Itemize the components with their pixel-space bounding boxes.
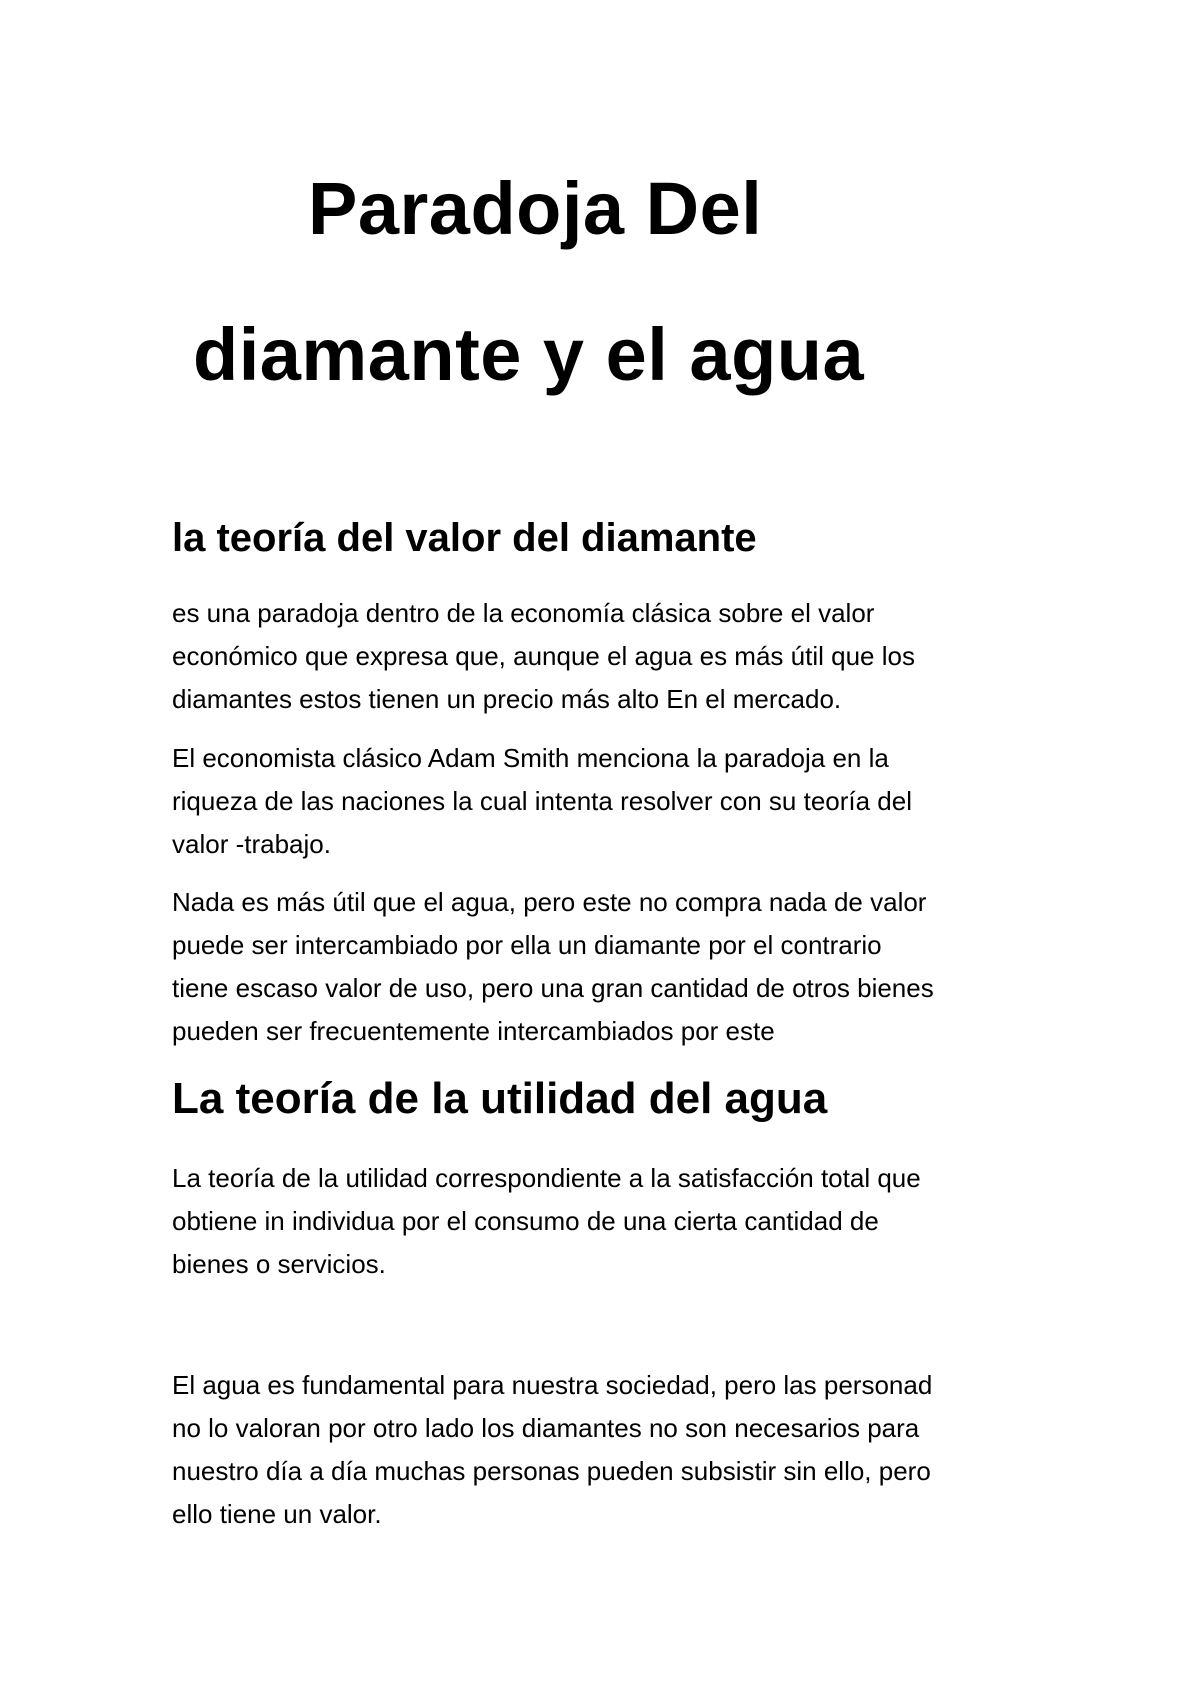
paragraph bbox=[172, 881, 1052, 1053]
paragraph-line: puede ser intercambiado por ella un diamante por el contrario bbox=[172, 930, 882, 960]
document-title-line-1: Paradoja Del bbox=[308, 167, 763, 250]
paragraph-line: ello tiene un valor. bbox=[172, 1499, 382, 1529]
paragraph-line: obtiene in individua por el consumo de una cierta cantidad de bbox=[172, 1206, 879, 1236]
paragraph-line: tiene escaso valor de uso, pero una gran cantidad de otros bienes bbox=[172, 973, 934, 1003]
paragraph-line: pueden ser frecuentemente intercambiados por este bbox=[172, 1016, 775, 1046]
paragraph-line: diamantes estos tienen un precio más alto En el mercado. bbox=[172, 684, 842, 714]
paragraph-line: valor -trabajo. bbox=[172, 829, 331, 859]
paragraph-line: no lo valoran por otro lado los diamantes no son necesarios para bbox=[172, 1413, 920, 1443]
paragraph-line: económico que expresa que, aunque el agua es más útil que los bbox=[172, 641, 915, 671]
paragraph bbox=[172, 592, 1052, 721]
paragraph-line: nuestro día a día muchas personas pueden subsistir sin ello, pero bbox=[172, 1456, 931, 1486]
paragraph bbox=[172, 1364, 1052, 1536]
paragraph-line: Nada es más útil que el agua, pero este no compra nada de valor bbox=[172, 887, 927, 917]
paragraph-line: El economista clásico Adam Smith menciona la paradoja en la bbox=[172, 743, 889, 773]
paragraph bbox=[172, 737, 1052, 866]
paragraph-line: bienes o servicios. bbox=[172, 1249, 386, 1279]
paragraph-line: riqueza de las naciones la cual intenta resolver con su teoría del bbox=[172, 786, 912, 816]
paragraph-line: La teoría de la utilidad correspondiente a la satisfacción total que bbox=[172, 1163, 921, 1193]
paragraph-line: es una paradoja dentro de la economía clásica sobre el valor bbox=[172, 598, 875, 628]
document-title-line-2: diamante y el agua bbox=[193, 313, 865, 396]
section-heading-diamond-value: la teoría del valor del diamante bbox=[172, 516, 757, 560]
paragraph bbox=[172, 1157, 1052, 1286]
paragraph-line: El agua es fundamental para nuestra sociedad, pero las personad bbox=[172, 1370, 933, 1400]
section-heading-water-utility: La teoría de la utilidad del agua bbox=[172, 1074, 828, 1123]
